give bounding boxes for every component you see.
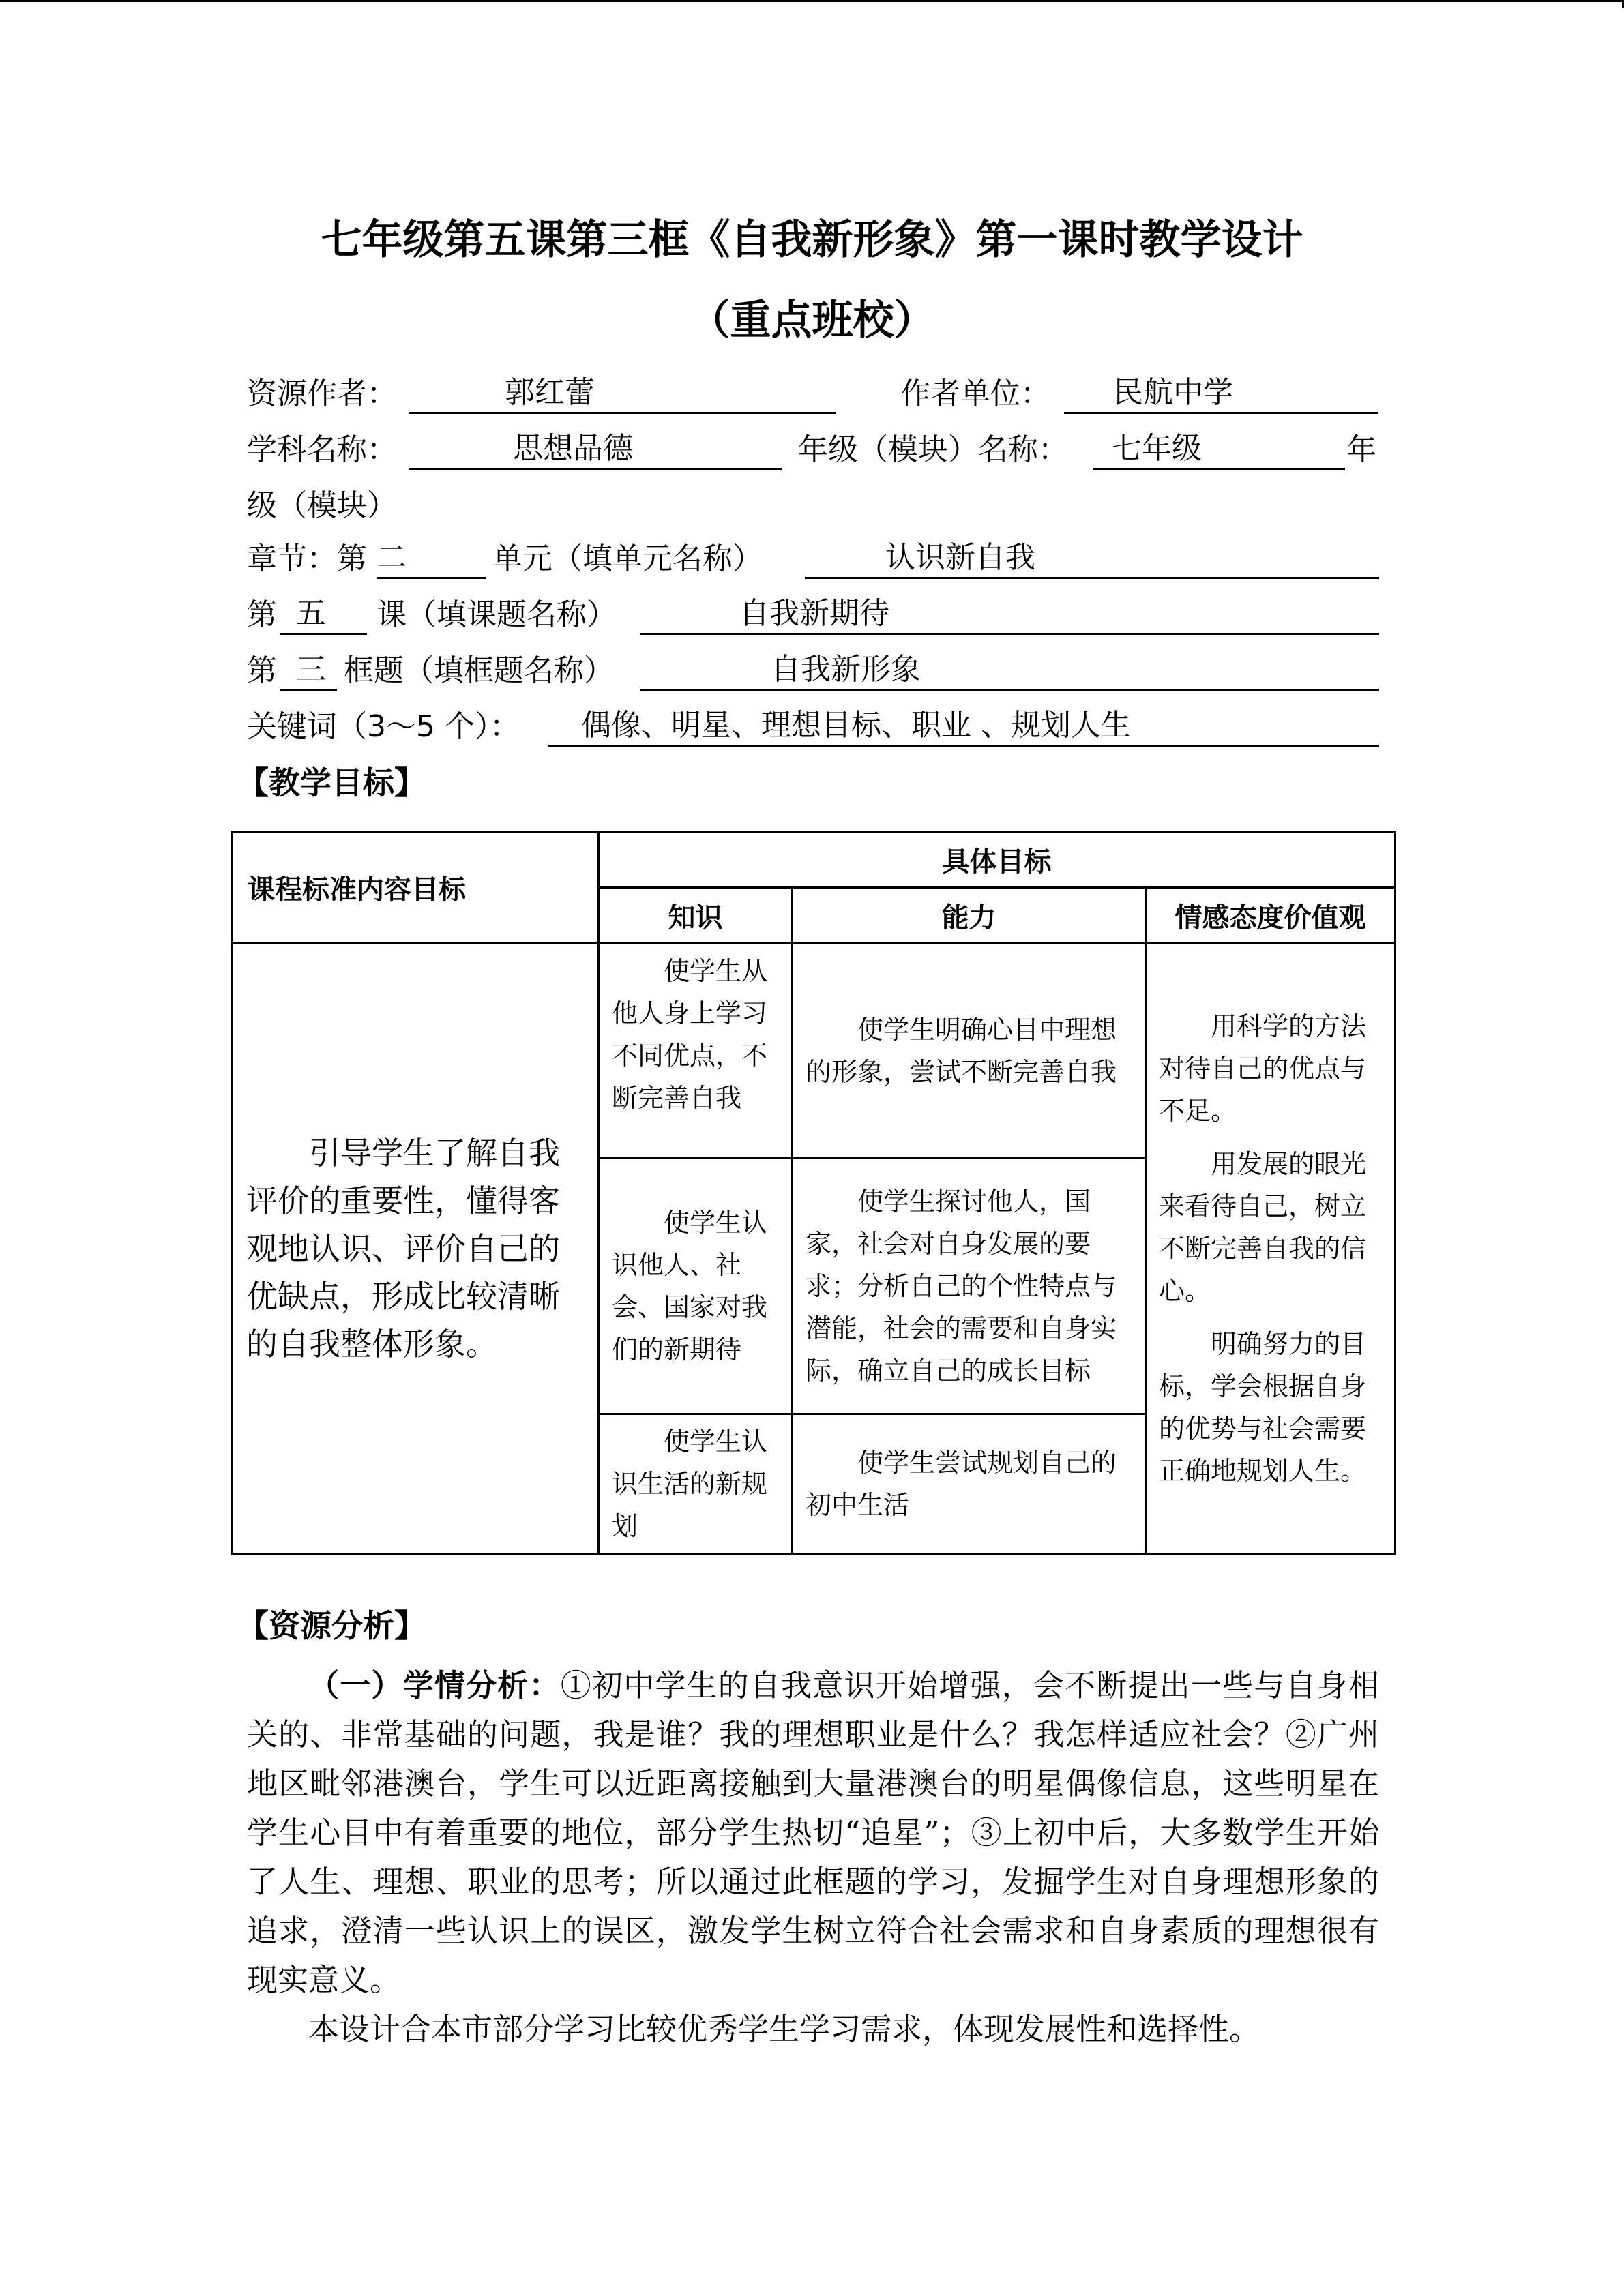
knowledge-cell (599, 1158, 793, 1414)
analysis-text: ①初中学生的自我意识开始增强，会不断提出一些与自身相关的、非常基础的问题，我是谁？我的理想职业是什么？我怎样适应社会？②广州地区毗邻港澳台，学生可以近距离接触到大量港澳台的明星偶像信息，这些明星在学生心目中有着重要的地位，部分学生热切“追星”；③上初中后，大多数学生开始了人生、理想、职业的思考；所以通过此框题的学习，发掘学生对自身理想形象的追求，澄清一些认识上的误区，激发学生树立符合社会需求和自身素质的理想很有现实意义。 (247, 1667, 1379, 1998)
header-ability: 能力 (793, 888, 1146, 944)
grade-value: 七年级 (1112, 431, 1202, 466)
analysis-closing: 本设计合本市部分学习比较优秀学生学习需求，体现发展性和选择性。 (308, 2011, 1260, 2047)
ability-cell (793, 1158, 1146, 1414)
grade-label: 年级（模块）名称： (798, 432, 1068, 467)
chapter-num-field (377, 539, 486, 579)
frame-name-field (640, 651, 1379, 691)
lesson-prefix: 第 (247, 597, 277, 632)
header-specific: 具体目标 (599, 832, 1396, 888)
goals-table (231, 831, 1396, 1555)
standard-text: 引导学生了解自我评价的重要性，懂得客观地认识、评价自己的优缺点，形成比较清晰的自我整体形象。 (246, 1135, 560, 1362)
lesson-name-field (640, 595, 1379, 635)
unit-field (1064, 374, 1378, 414)
attitude-text: 用科学的方法对待自己的优点与不足。 (1159, 1011, 1367, 1126)
subject-label: 学科名称： (247, 432, 397, 467)
chapter-num: 二 (377, 540, 407, 575)
author-field (409, 374, 836, 414)
attitude-text: 用发展的眼光来看待自己，树立不断完善自我的信心。 (1159, 1149, 1367, 1306)
author-value: 郭红蕾 (505, 375, 595, 410)
keywords-value: 偶像、明星、理想目标、职业 、规划人生 (581, 708, 1131, 743)
frame-mid: 框题（填框题名称） (344, 653, 614, 688)
page-subtitle: （重点班校） (689, 297, 935, 344)
lesson-name: 自我新期待 (739, 596, 889, 631)
analysis-label: （一）学情分析： (308, 1667, 561, 1703)
subject-value: 思想品德 (513, 431, 633, 466)
knowledge-cell (599, 1414, 793, 1554)
chapter-mid: 单元（填单元名称） (492, 541, 763, 576)
header-standard: 课程标准内容目标 (232, 832, 599, 944)
frame-prefix: 第 (247, 653, 277, 688)
analysis-body (247, 1661, 1379, 2054)
ability-text: 使学生探讨他人，国家，社会对自身发展的要求；分析自己的个性特点与潜能，社会的需要和自身实际，确立自己的成长目标 (806, 1186, 1117, 1386)
goals-heading: 【教学目标】 (237, 764, 426, 801)
knowledge-text: 使学生认识生活的新规划 (612, 1427, 768, 1541)
page-top-border (0, 0, 1624, 2)
standard-cell (232, 944, 599, 1554)
lesson-mid: 课（填课题名称） (377, 597, 617, 632)
frame-num-field (280, 651, 337, 691)
keywords-label: 关键词（3～5 个）： (247, 709, 520, 744)
lesson-num-field (280, 595, 367, 635)
knowledge-cell (599, 944, 793, 1158)
ability-text: 使学生尝试规划自己的初中生活 (806, 1448, 1117, 1520)
grade-wrap: 级（模块） (247, 488, 397, 523)
attitude-cell (1146, 944, 1396, 1554)
knowledge-text: 使学生从他人身上学习不同优点，不断完善自我 (612, 956, 768, 1113)
grade-tail: 年 (1346, 432, 1376, 467)
subject-field (409, 430, 782, 470)
header-knowledge: 知识 (599, 888, 793, 944)
header-attitude: 情感态度价值观 (1146, 888, 1396, 944)
lesson-num: 五 (296, 596, 326, 631)
resource-heading: 【资源分析】 (237, 1607, 426, 1644)
chapter-prefix: 章节：第 (247, 541, 367, 576)
chapter-name: 认识新自我 (885, 540, 1035, 575)
frame-name: 自我新形象 (771, 652, 921, 687)
grade-field (1093, 430, 1345, 470)
frame-num: 三 (296, 652, 326, 687)
ability-cell (793, 944, 1146, 1158)
unit-value: 民航中学 (1113, 375, 1233, 410)
ability-text: 使学生明确心目中理想的形象，尝试不断完善自我 (806, 1014, 1117, 1087)
analysis-paragraph (247, 1661, 1379, 2005)
ability-cell (793, 1414, 1146, 1554)
unit-label: 作者单位： (900, 376, 1050, 411)
knowledge-text: 使学生认识他人、社会、国家对我们的新期待 (612, 1207, 768, 1365)
chapter-name-field (805, 539, 1379, 579)
attitude-text: 明确努力的目标，学会根据自身的优势与社会需要正确地规划人生。 (1159, 1329, 1367, 1486)
keywords-field (548, 706, 1379, 747)
page-title: 七年级第五课第三框《自我新形象》第一课时教学设计 (321, 216, 1303, 264)
author-label: 资源作者： (247, 376, 397, 411)
